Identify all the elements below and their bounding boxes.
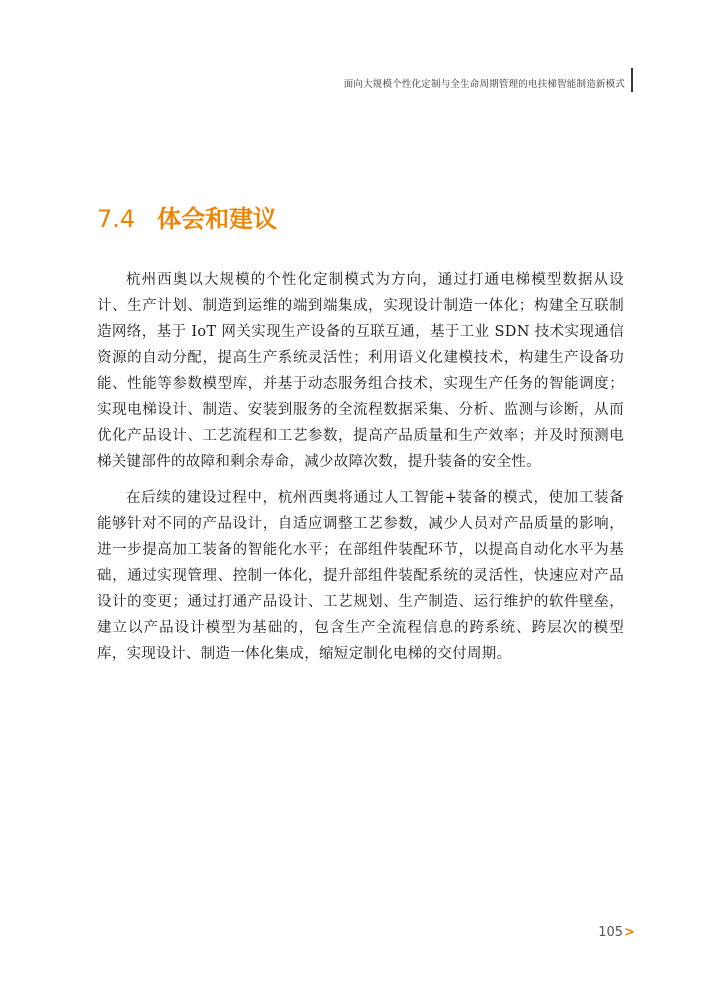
section-title: 体会和建议: [157, 205, 278, 233]
page-arrow-icon: >: [624, 925, 635, 940]
running-header: 面向大规模个性化定制与全生命周期管理的电扶梯智能制造新模式: [343, 79, 625, 90]
paragraph-2: 在后续的建设过程中，杭州西奥将通过人工智能+装备的模式，使加工装备能够针对不同的产品设计，自适应调整工艺参数，减少人员对产品质量的影响，进一步提高加工装备的智能化水平；在部组件装配环节，以提高自动化水平为基础，通过实现管理、控制一体化，提升部组件装配系统的灵活性，快速应对产品设计的变更；通过打通产品设计、工艺规划、生产制造、运行维护的软件壁垒，建立以产品设计模型为基础的，包含生产全流程信息的跨系统、跨层次的模型库，实现设计、制造一体化集成，缩短定制化电梯的交付周期。: [97, 490, 624, 662]
section-heading: [97, 201, 277, 237]
body-text: [97, 267, 624, 677]
section-number: 7.4: [97, 205, 136, 233]
page-number: [598, 925, 635, 940]
page-number-value: 105: [598, 925, 624, 940]
header-divider-bar: [631, 68, 633, 92]
paragraph-1: 杭州西奥以大规模的个性化定制模式为方向，通过打通电梯模型数据从设计、生产计划、制造到运维的端到端集成，实现设计制造一体化；构建全互联制造网络，基于 IoT 网关实现生产设备的互联互通，基于工业 SDN 技术实现通信资源的自动分配，提高生产系统灵活性；利用语义化建模技术，构建生产设备功能、性能等参数模型库，并基于动态服务组合技术，实现生产任务的智能调度；实现电梯设计、制造、安装到服务的全流程数据采集、分析、监测与诊断，从而优化产品设计、工艺流程和工艺参数，提高产品质量和生产效率；并及时预测电梯关键部件的故障和剩余寿命，减少故障次数，提升装备的安全性。: [97, 272, 624, 470]
